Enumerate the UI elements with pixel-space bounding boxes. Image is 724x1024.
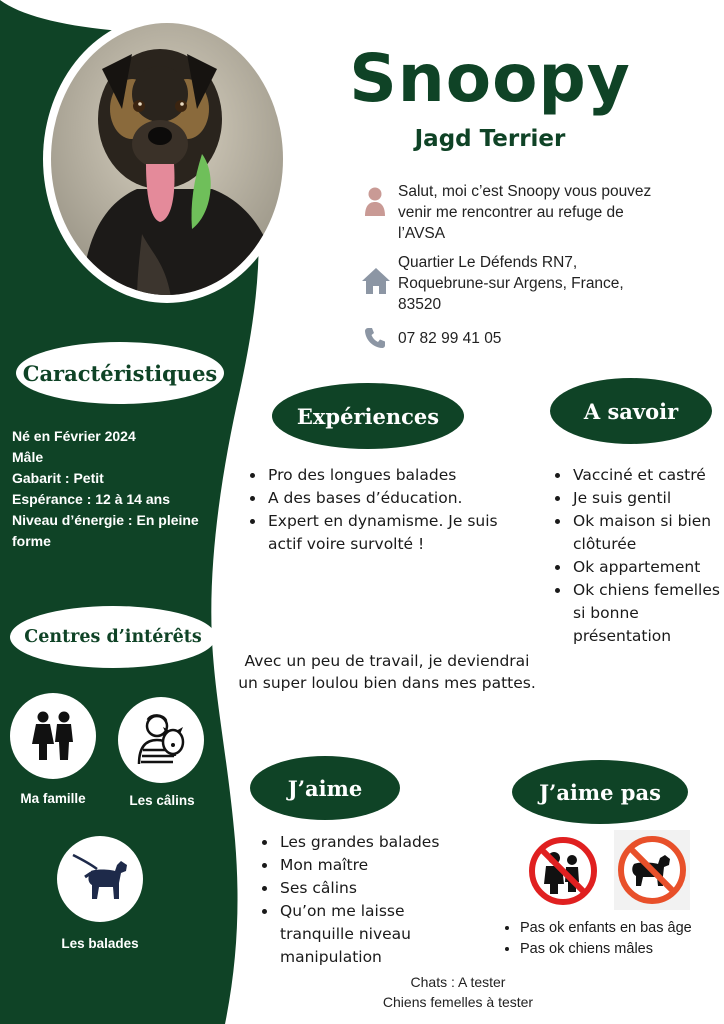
birth-date: Né en Février 2024 [12, 428, 136, 444]
address-line-3: 83520 [398, 296, 442, 313]
to-know-item: • Ok maison si bien clôturée [571, 510, 724, 556]
to-know-list [549, 464, 724, 648]
family-icon [28, 710, 78, 762]
experience-item: • Pro des longues balades [266, 464, 506, 487]
footer-notes [360, 972, 556, 1012]
contact-address [398, 252, 668, 315]
like-item: • Mon maître [278, 854, 478, 877]
characteristics-list [12, 426, 212, 552]
contact-intro: Salut, moi c’est Snoopy vous pouvez venir me rencontrer au refuge de l’AVSA [398, 183, 652, 242]
experiences-list [244, 464, 506, 556]
person-icon [364, 186, 386, 218]
to-know-heading: A savoir [550, 378, 712, 444]
likes-heading: J’aime [250, 756, 400, 820]
house-icon [361, 266, 391, 296]
footer-female-dogs: Chiens femelles à tester [382, 994, 534, 1010]
dog-photo [42, 14, 292, 304]
footer-cats: Chats : A tester [410, 974, 506, 990]
dog-name-title: Snoopy [349, 40, 631, 117]
to-know-item: • Ok chiens femelles si bonne présentation [571, 579, 724, 648]
experiences-heading: Expériences [272, 383, 464, 449]
life-expectancy: Espérance : 12 à 14 ans [12, 491, 170, 507]
note-line-1: Avec un peu de travail, je deviendrai [244, 652, 530, 670]
hug-icon [133, 712, 189, 768]
experience-item: • Expert en dynamisme. Je suis actif voire survolté ! [266, 510, 506, 556]
to-know-item: • Vacciné et castré [571, 464, 724, 487]
like-item: • Qu’on me laisse tranquille niveau manipulation [278, 900, 478, 969]
interest-label-family: Ma famille [20, 791, 86, 806]
like-item: • Les grandes balades [278, 831, 478, 854]
dislikes-heading: J’aime pas [512, 760, 688, 824]
family-circle [10, 693, 96, 779]
experience-item: • A des bases d’éducation. [266, 487, 506, 510]
no-children-icon [528, 836, 598, 906]
dislike-item: • Pas ok enfants en bas âge [520, 918, 724, 939]
to-know-item: • Ok appartement [571, 556, 724, 579]
sex: Mâle [12, 449, 44, 465]
dislike-item: • Pas ok chiens mâles [520, 939, 724, 960]
dislikes-list [500, 918, 724, 960]
no-dogs-icon [614, 830, 690, 910]
breed-subtitle: Jagd Terrier [414, 126, 566, 152]
note-line-2: un super loulou bien dans mes pattes. [238, 674, 536, 692]
contact-phone: 07 82 99 41 05 [398, 330, 502, 347]
like-item: • Ses câlins [278, 877, 478, 900]
dog-walk-icon [71, 853, 129, 905]
to-know-item: • Je suis gentil [571, 487, 724, 510]
phone-icon [364, 327, 386, 349]
walk-circle [57, 836, 143, 922]
energy-level: Niveau d’énergie : En pleine forme [12, 512, 199, 549]
interest-label-hugs: Les câlins [129, 793, 195, 808]
characteristics-heading: Caractéristiques [16, 342, 224, 404]
address-line-2: Roquebrune-sur Argens, France, [398, 275, 624, 292]
interests-heading: Centres d’intérêts [10, 606, 216, 668]
hug-circle [118, 697, 204, 783]
interest-label-walks: Les balades [61, 936, 139, 951]
likes-list [256, 831, 478, 969]
note-text [232, 650, 542, 694]
address-line-1: Quartier Le Défends RN7, [398, 254, 578, 271]
size: Gabarit : Petit [12, 470, 104, 486]
